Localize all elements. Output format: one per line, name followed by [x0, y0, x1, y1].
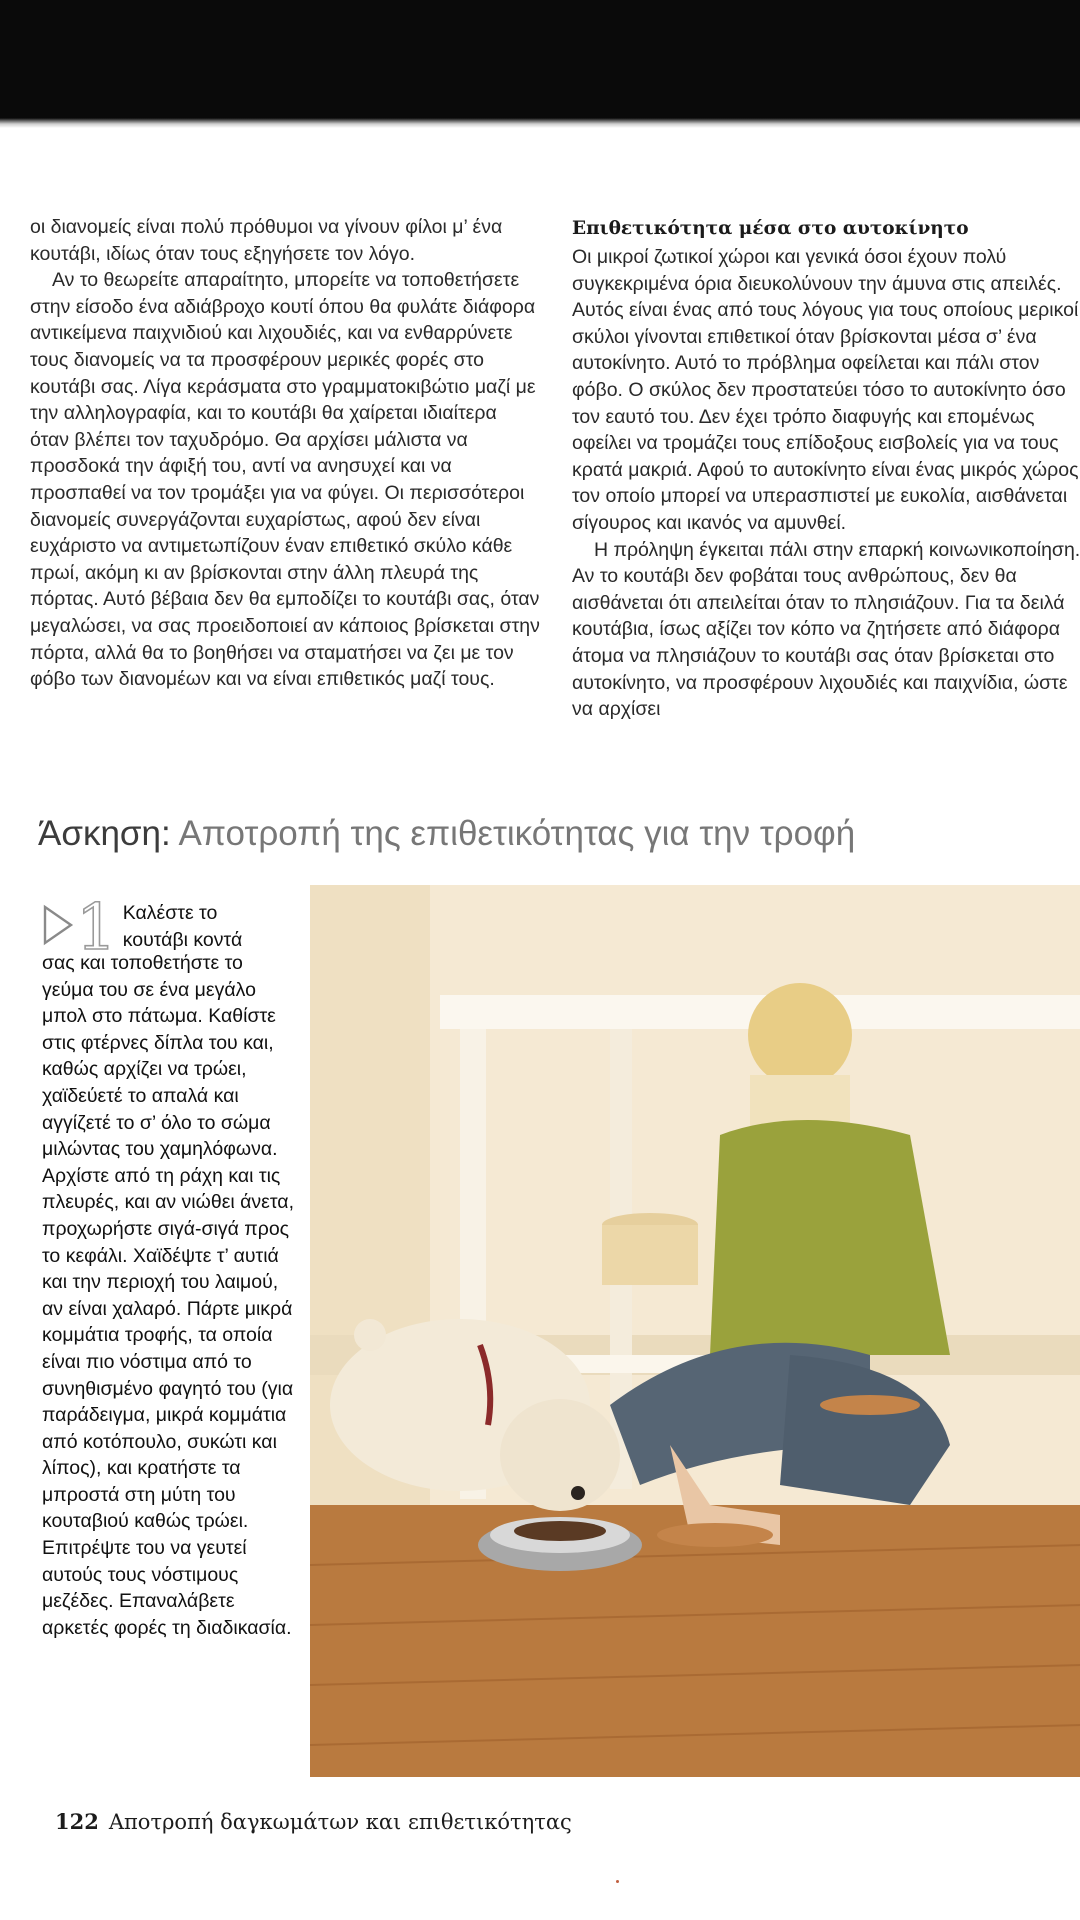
step-intro-text: Καλέστε το κουτάβι κοντά — [122, 902, 243, 951]
scan-dark-band — [0, 0, 1080, 125]
exercise-heading — [38, 812, 855, 856]
exercise-label: Άσκηση: — [38, 814, 171, 853]
step-body-text: σας και τοποθετήστε το γεύμα του σε ένα μεγάλο μπολ στο πάτωμα. Καθίστε στις φτέρνες δίπλα του και, καθώς αρχίζει να τρώει, χαϊδεύετέ το απαλά και αγγίζετέ το σ’ όλο το σώμα μιλώντας του χαμηλόφωνα. Αρχίστε από τη ράχη και τις πλευρές, και αν νιώθει άνετα, προχωρήστε σιγά-σιγά προς το κεφάλι. Χαϊδέψτε τ’ αυτιά και την περιοχή του λαιμού, αν είναι χαλαρό. Πάρτε μικρά κομμάτια τροφής, τα οποία είναι πιο νόστιμα από το συνηθισμένο φαγητό του (για παράδειγμα, μικρά κομμάτια από κοτόπουλο, συκώτι και λίπος), και κρατήστε τα μπροστά στη μύτη του κουταβιού καθώς τρώει. Επιτρέψτε του να γευτεί αυτούς τους νόστιμους μεζέδες. Επαναλάβετε αρκετές φορές τη διαδικασία. — [42, 952, 294, 1639]
step-number: 1 — [76, 891, 117, 965]
play-triangle-outline-icon — [42, 902, 74, 948]
photo-illustration — [310, 885, 1080, 1777]
exercise-title: Αποτροπή της επιθετικότητας για την τροφή — [178, 814, 856, 853]
right-paragraph-2: Η πρόληψη έγκειται πάλι στην επαρκή κοινωνικοποίηση. Αν το κουτάβι δεν φοβάται τους ανθρώπους, δεν θα αισθάνεται ότι απειλείται όταν το πλησιάζουν. Για τα δειλά κουτάβια, ίσως αξίζει τον κόπο να ζητήσετε από διάφορα άτομα να πλησιάζουν το κουτάβι σας όταν βρίσκεται στο αυτοκίνητο, να προσφέρουν λιχουδιές και παιχνίδια, ώστε να αρχίσει — [572, 538, 1080, 721]
scan-speck — [616, 1880, 619, 1883]
running-footer-title: Αποτροπή δαγκωμάτων και επιθετικότητας — [108, 1810, 572, 1834]
photo-woman-feeding-puppy — [310, 885, 1080, 1777]
left-text-column — [30, 214, 540, 693]
page-footer — [55, 1808, 572, 1836]
right-paragraph-1: Οι μικροί ζωτικοί χώροι και γενικά όσοι έχουν πολύ συγκεκριμένα όρια διευκολύνουν την άμυνα στις απειλές. Αυτός είναι ένας από τους λόγους για τους οποίους μερικοί σκύλοι γίνονται επιθετικοί όταν βρίσκονται μέσα σ’ ένα αυτοκίνητο. Αυτό το πρόβλημα οφείλεται και πάλι στον φόβο. Ο σκύλος δεν προστατεύει τόσο το αυτοκίνητο όσο τον εαυτό του. Δεν έχει τρόπο διαφυγής και επομένως οφείλει να τρομάζει τους επίδοξους εισβολείς για να τους κρατά μακριά. Αφού το αυτοκίνητο είναι ένας μικρός χώρος τον οποίο μπορεί να υπερασπιστεί με ευκολία, αισθάνεται σίγουρος και ικανός να αμυνθεί. — [572, 246, 1079, 534]
right-text-column — [572, 216, 1080, 723]
exercise-step-1 — [42, 891, 294, 1641]
left-paragraph-1: οι διανομείς είναι πολύ πρόθυμοι να γίνουν φίλοι μ’ ένα κουτάβι, ιδίως όταν τους εξηγήσετε τον λόγο. — [30, 216, 503, 265]
left-paragraph-2: Αν το θεωρείτε απαραίτητο, μπορείτε να τοποθετήσετε στην είσοδο ένα αδιάβροχο κουτί όπου θα φυλάτε διάφορα αντικείμενα παιχνιδιού και λιχουδιές, και να ενθαρρύνετε τους διανομείς να τα προσφέρουν μερικές φορές στο κουτάβι σας. Λίγα κεράσματα στο γραμματοκιβώτιο μαζί με την αλληλογραφία, και το κουτάβι θα χαίρεται ιδιαίτερα όταν βλέπει τον ταχυδρόμο. Θα αρχίσει μάλιστα να προσδοκά την άφιξή του, αντί να ανησυχεί και να προσπαθεί να τον τρομάξει για να φύγει. Οι περισσότεροι διανομείς συνεργάζονται ευχαρίστως, αφού δεν είναι ευχάριστο να αντιμετωπίζουν έναν επιθετικό σκύλο κάθε πρωί, ακόμη κι αν βρίσκονται στην άλλη πλευρά της πόρτας. Αυτό βέβαια δεν θα εμποδίζει το κουτάβι σας, όταν μεγαλώσει, να σας προειδοποιεί αν κάποιος βρίσκεται στην πόρτα, αλλά θα το βοηθήσει να σταματήσει να ζει με τον φόβο των διανομέων και να είναι επιθετικός μαζί τους. — [30, 269, 540, 691]
scan-edge-shadow — [0, 118, 1080, 128]
section-heading: Επιθετικότητα μέσα στο αυτοκίνητο — [572, 218, 969, 239]
page-number: 122 — [55, 1809, 99, 1834]
